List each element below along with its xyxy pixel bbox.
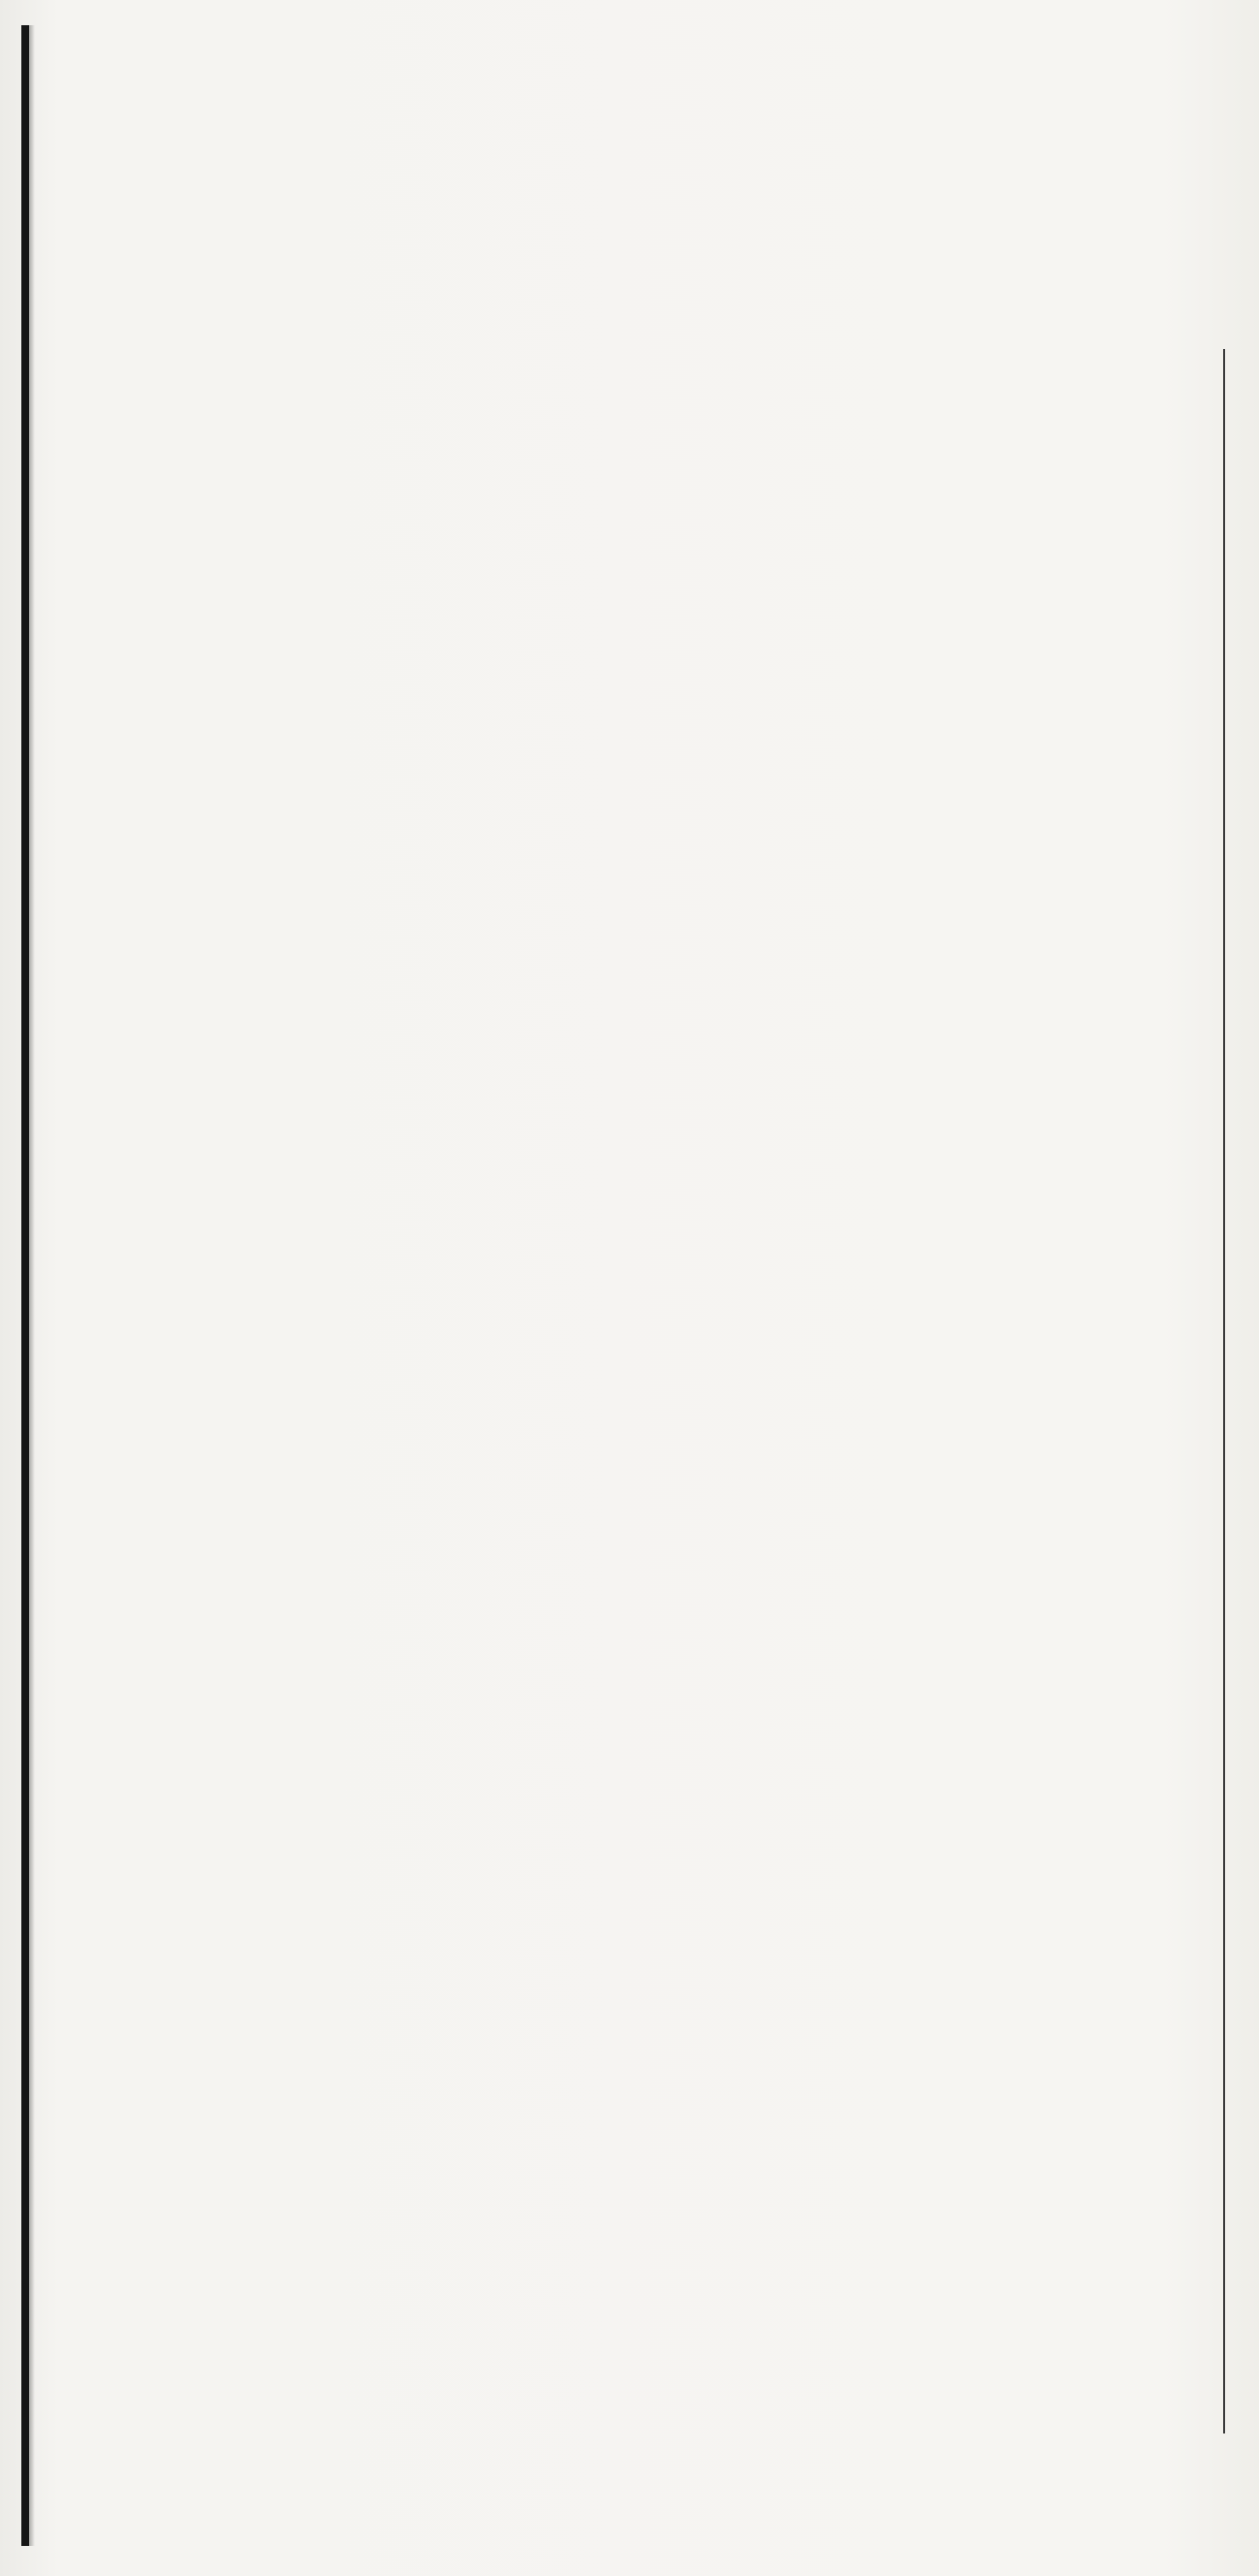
page-binding-edge: [21, 25, 29, 2546]
section-d-answers: [140, 191, 1216, 243]
answer-content: [181, 191, 1216, 243]
binding-shadow: [29, 25, 35, 2546]
column-divider: [1223, 349, 1225, 2433]
